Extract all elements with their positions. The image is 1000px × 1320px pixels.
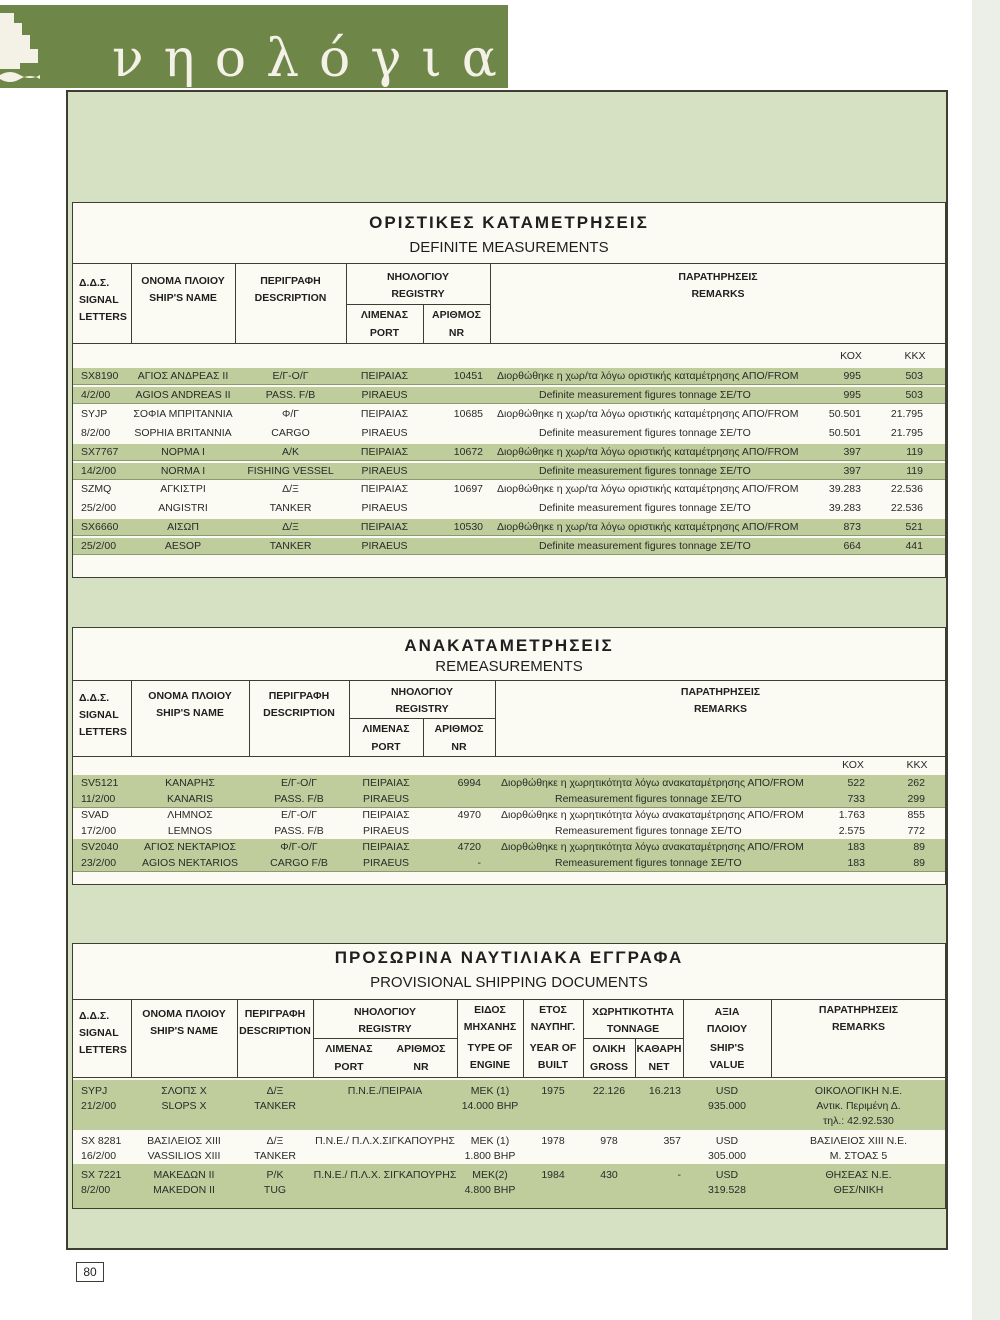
kox-value: 397 [843, 464, 861, 477]
kox-value: 50.501 [828, 407, 861, 420]
ship-description: Φ/Γ-Ο/Γ [280, 841, 318, 853]
header-registry: ΝΗΟΛΟΓΙΟΥ REGISTRY [390, 686, 454, 715]
header-name: ΟΝΟΜΑ ΠΛΟΙΟΥ SHIP'S NAME [148, 690, 232, 719]
ship-description: PASS. F/B [274, 793, 324, 805]
signal-letters: 11/2/00 [81, 793, 116, 805]
ship-description: Δ/Ξ [282, 521, 299, 534]
registry-nr: 10530 [453, 521, 483, 534]
section-title-en: REMEASUREMENTS [435, 658, 583, 675]
header-value: ΑΞΙΑ ΠΛΟΙΟΥ SHIP'S VALUE [706, 1006, 748, 1071]
kox-value: 50.501 [828, 426, 861, 439]
header-kox: ΚΟΧ [840, 350, 862, 362]
registry-port: ΠΕΙΡΑΙΑΣ [360, 483, 409, 496]
ship-description: TUG [263, 1184, 287, 1196]
engine-type: 14.000 BHP [461, 1100, 519, 1112]
remark-text: Διορθώθηκε η χωρητικότητα λόγω ανακαταμέτρησης ΑΠΟ/FROM [501, 809, 804, 821]
ship-description: TANKER [269, 540, 312, 553]
ship-description: Ε/Γ-Ο/Γ [280, 809, 318, 821]
signal-letters: SVAD [81, 809, 109, 821]
registry-port: PIRAEUS [361, 388, 408, 401]
registry-nr: 10697 [453, 483, 483, 496]
remark-text: Remeasurement figures tonnage ΣΕ/TO [555, 825, 742, 837]
kkx-value: 441 [905, 540, 923, 553]
ship-name: ΒΑΣΙΛΕΙΟΣ XIII [147, 1135, 221, 1147]
header-kkx: ΚΚΧ [904, 350, 926, 362]
ship-value: 319.528 [708, 1184, 746, 1196]
registry-nr: 6994 [457, 777, 481, 789]
remark-text: Definite measurement figures tonnage ΣΕ/TO [539, 540, 751, 553]
remark-text: Διορθώθηκε η χωρ/τα λόγω οριστικής καταμέτρησης ΑΠΟ/FROM [497, 445, 799, 458]
kkx-value: 855 [907, 809, 925, 821]
remark-text: Remeasurement figures tonnage ΣΕ/TO [555, 857, 742, 869]
header-remarks: ΠΑΡΑΤΗΡΗΣΕΙΣ REMARKS [680, 686, 761, 715]
signal-letters: SZMQ [81, 483, 112, 496]
signal-letters: SV5121 [81, 777, 119, 789]
ship-description: PASS. F/B [265, 388, 316, 401]
header-description: ΠΕΡΙΓΡΑΦΗ DESCRIPTION [254, 275, 327, 304]
registry-port: ΠΕΙΡΑΙΑΣ [362, 841, 410, 853]
section-title-gr: ΠΡΟΣΩΡΙΝΑ ΝΑΥΤΙΛΙΑΚΑ ΕΓΓΡΑΦΑ [334, 948, 684, 967]
ship-name: ΑΓΚΙΣΤΡΙ [160, 483, 206, 496]
registry-port: Π.Ν.Ε./ Π.Λ.Χ.ΣΙΓΚΑΠΟΥΡΗΣ [315, 1135, 455, 1147]
header-description: ΠΕΡΙΓΡΑΦΗ DESCRIPTION [239, 1008, 311, 1037]
remark-text: Μ. ΣΤΟΑΣ 5 [829, 1150, 888, 1162]
kkx-value: 89 [913, 857, 925, 869]
kkx-value: 503 [905, 388, 923, 401]
remark-text: Διορθώθηκε η χωρητικότητα λόγω ανακαταμέτρησης ΑΠΟ/FROM [501, 777, 804, 789]
kkx-value: 262 [907, 777, 925, 789]
kkx-value: 299 [907, 793, 925, 805]
header-kkx: ΚΚΧ [906, 759, 928, 771]
ship-name: NORMA I [160, 464, 206, 477]
header-port: ΛΙΜΕΝΑΣ PORT [362, 723, 410, 753]
ship-description: TANKER [254, 1100, 296, 1112]
section-title-en: DEFINITE MEASUREMENTS [409, 239, 609, 256]
ship-name: AGIOS NEKTARIOS [141, 857, 239, 869]
header-title: νηολόγια [112, 29, 517, 89]
section-title-gr: ΟΡΙΣΤΙΚΕΣ ΚΑΤΑΜΕΤΡΗΣΕΙΣ [369, 213, 649, 232]
signal-letters: SX 8281 [81, 1135, 122, 1147]
signal-letters: 25/2/00 [81, 502, 117, 515]
registry-port: ΠΕΙΡΑΙΑΣ [360, 407, 409, 420]
ship-name: ΣΛΟΠΣ Χ [161, 1085, 207, 1097]
registry-nr: 4720 [457, 841, 481, 853]
engine-type: ΜΕΚ (1) [470, 1085, 510, 1097]
ship-description: Φ/Γ [281, 407, 300, 420]
gross-tonnage: 430 [600, 1169, 618, 1181]
ship-value: USD [715, 1135, 739, 1147]
ship-name: ΑΓΙΟΣ ΑΝΔΡΕΑΣ ΙΙ [137, 370, 229, 382]
ship-name: VASSILIOS XIII [147, 1150, 221, 1162]
kkx-value: 119 [906, 464, 923, 477]
remark-text: Definite measurement figures tonnage ΣΕ/TO [539, 502, 751, 515]
ship-name: MAKEDON II [153, 1184, 215, 1196]
ship-value: USD [715, 1169, 739, 1181]
header-name: ΟΝΟΜΑ ΠΛΟΙΟΥ SHIP'S NAME [142, 1008, 226, 1037]
registry-nr: 10451 [453, 370, 483, 382]
ship-description: Δ/Ξ [266, 1135, 284, 1147]
ship-name: ΣΟΦΙΑ ΜΠΡΙΤΑΝΝΙΑ [133, 407, 233, 420]
ship-value: USD [715, 1085, 739, 1097]
ship-description: TANKER [269, 502, 312, 515]
ship-description: Ρ/Κ [266, 1169, 284, 1181]
kkx-value: 21.795 [890, 407, 923, 420]
signal-letters: SYPJ [81, 1085, 108, 1097]
section-header-banner [0, 5, 517, 89]
remark-text: Definite measurement figures tonnage ΣΕ/TO [539, 464, 751, 477]
ship-name: ΚΑΝΑΡΗΣ [165, 777, 215, 789]
registry-port: PIRAEUS [361, 426, 408, 439]
registry-port: ΠΕΙΡΑΙΑΣ [360, 521, 409, 534]
registry-port: ΠΕΙΡΑΙΑΣ [360, 445, 409, 458]
header-signal: Δ.Δ.Σ. SIGNAL LETTERS [79, 277, 127, 323]
kox-value: 873 [843, 521, 861, 534]
engine-type: 4.800 BHP [464, 1184, 516, 1196]
kkx-value: 521 [905, 521, 923, 534]
remark-text: Definite measurement figures tonnage ΣΕ/TO [539, 426, 751, 439]
header-signal: Δ.Δ.Σ. SIGNAL LETTERS [79, 1010, 127, 1056]
kox-value: 733 [847, 793, 865, 805]
header-tonnage: ΧΩΡΗΤΙΚΟΤΗΤΑ TONNAGE [592, 1006, 674, 1035]
signal-letters: SX8190 [81, 370, 119, 382]
net-tonnage: - [677, 1169, 681, 1181]
kkx-value: 119 [906, 445, 923, 458]
remark-text: Διορθώθηκε η χωρητικότητα λόγω ανακαταμέτρησης ΑΠΟ/FROM [501, 841, 804, 853]
registry-nr: 4970 [457, 809, 481, 821]
ship-name: AESOP [164, 540, 202, 553]
definite-measurements-section [72, 202, 946, 578]
ship-description: CARGO [271, 426, 310, 439]
signal-letters: 8/2/00 [81, 1184, 111, 1196]
kox-value: 2.575 [838, 825, 865, 837]
ship-name: ΑΙΣΩΠ [167, 521, 199, 534]
remark-text: ΘΕΣ/ΝΙΚΗ [833, 1184, 884, 1196]
ship-name: SLOPS X [161, 1100, 207, 1112]
signal-letters: 23/2/00 [81, 857, 117, 869]
remark-text: Διορθώθηκε η χωρ/τα λόγω οριστικής καταμέτρησης ΑΠΟ/FROM [497, 521, 799, 534]
signal-letters: 25/2/00 [81, 540, 117, 553]
header-port: ΛΙΜΕΝΑΣ PORT [325, 1043, 373, 1073]
ship-logo-icon [0, 5, 86, 88]
header-net: ΚΑΘΑΡΗ NET [636, 1043, 682, 1073]
signal-letters: SYJP [81, 407, 108, 420]
remark-text: Αντικ. Περιμένη Δ. [816, 1100, 901, 1112]
registry-port: ΠΕΙΡΑΙΑΣ [360, 370, 409, 382]
signal-letters: 16/2/00 [81, 1150, 117, 1162]
ship-description: Δ/Ξ [282, 483, 299, 496]
registry-port: PIRAEUS [361, 502, 408, 515]
section-title-gr: ΑΝΑΚΑΤΑΜΕΤΡΗΣΕΙΣ [404, 636, 614, 655]
header-name: ΟΝΟΜΑ ΠΛΟΙΟΥ SHIP'S NAME [141, 275, 225, 304]
ship-description: Ε/Γ-Ο/Γ [272, 370, 309, 382]
remark-text: τηλ.: 42.92.530 [823, 1115, 894, 1127]
ship-description: TANKER [254, 1150, 296, 1162]
remark-text: Διορθώθηκε η χωρ/τα λόγω οριστικής καταμέτρησης ΑΠΟ/FROM [497, 407, 799, 420]
registry-port: PIRAEUS [361, 464, 408, 477]
signal-letters: 21/2/00 [81, 1100, 117, 1112]
signal-letters: SV2040 [81, 841, 119, 853]
remeasurements-section [72, 627, 946, 885]
registry-port: Π.Ν.Ε./ΠΕΙΡΑΙΑ [347, 1085, 423, 1097]
signal-letters: 17/2/00 [81, 825, 117, 837]
ship-name: SOPHIA BRITANNIA [134, 426, 232, 439]
gross-tonnage: 22.126 [592, 1085, 626, 1097]
ship-value: 305.000 [708, 1150, 746, 1162]
ship-name: ΝΟΡΜΑ Ι [161, 445, 205, 458]
kkx-value: 21.795 [890, 426, 923, 439]
header-remarks: ΠΑΡΑΤΗΡΗΣΕΙΣ REMARKS [818, 1004, 899, 1033]
kkx-value: 89 [913, 841, 925, 853]
registry-port: PIRAEUS [362, 793, 410, 805]
year-built: 1978 [541, 1135, 565, 1147]
engine-type: ΜΕΚ(2) [472, 1169, 508, 1181]
header-remarks: ΠΑΡΑΤΗΡΗΣΕΙΣ REMARKS [678, 271, 758, 300]
header-registry: ΝΗΟΛΟΓΙΟΥ REGISTRY [353, 1006, 417, 1035]
ship-name: ΛΗΜΝΟΣ [167, 809, 213, 821]
header-registry: ΝΗΟΛΟΓΙΟΥ REGISTRY [386, 271, 450, 300]
ship-name: ANGISTRI [158, 502, 208, 515]
remark-text: ΘΗΣΕΑΣ Ν.Ε. [825, 1169, 892, 1181]
header-nr: ΑΡΙΘΜΟΣ NR [432, 309, 481, 339]
year-built: 1984 [541, 1169, 565, 1181]
ship-name: AGIOS ANDREAS II [135, 388, 231, 401]
header-port: ΛΙΜΕΝΑΣ PORT [360, 309, 409, 339]
registry-nr: - [477, 857, 481, 869]
kox-value: 664 [843, 540, 861, 553]
kox-value: 522 [847, 777, 865, 789]
header-gross: ΟΛΙΚΗ GROSS [590, 1043, 628, 1073]
kox-value: 183 [847, 841, 865, 853]
year-built: 1975 [541, 1085, 565, 1097]
signal-letters: 14/2/00 [81, 464, 117, 477]
remark-text: ΒΑΣΙΛΕΙΟΣ XIII Ν.Ε. [809, 1135, 908, 1147]
registry-port: PIRAEUS [362, 825, 410, 837]
kox-value: 995 [843, 388, 861, 401]
ship-description: CARGO F/B [270, 857, 328, 869]
ship-name: ΜΑΚΕΔΩΝ ΙΙ [153, 1169, 215, 1181]
kkx-value: 22.536 [890, 483, 923, 496]
ship-description: Δ/Ξ [266, 1085, 284, 1097]
signal-letters: SX 7221 [81, 1169, 122, 1181]
kkx-value: 22.536 [890, 502, 923, 515]
net-tonnage: 357 [663, 1135, 681, 1147]
signal-letters: SX6660 [81, 521, 119, 534]
registry-port: ΠΕΙΡΑΙΑΣ [362, 777, 410, 789]
remark-text: ΟΙΚΟΛΟΓΙΚΗ Ν.Ε. [814, 1085, 903, 1097]
engine-type: ΜΕΚ (1) [470, 1135, 510, 1147]
signal-letters: SX7767 [81, 445, 119, 458]
net-tonnage: 16.213 [648, 1085, 681, 1097]
kkx-value: 772 [907, 825, 925, 837]
gross-tonnage: 978 [600, 1135, 618, 1147]
ship-name: KANARIS [166, 793, 214, 805]
kox-value: 1.763 [838, 809, 865, 821]
ship-name: LEMNOS [167, 825, 213, 837]
remark-text: Definite measurement figures tonnage ΣΕ/TO [539, 388, 751, 401]
signal-letters: 4/2/00 [81, 388, 111, 401]
kox-value: 397 [843, 445, 861, 458]
section-title-en: PROVISIONAL SHIPPING DOCUMENTS [370, 974, 648, 991]
engine-type: 1.800 BHP [464, 1150, 516, 1162]
header-description: ΠΕΡΙΓΡΑΦΗ DESCRIPTION [263, 690, 335, 719]
registry-port: ΠΕΙΡΑΙΑΣ [362, 809, 410, 821]
ship-name: ΑΓΙΟΣ ΝΕΚΤΑΡΙΟΣ [143, 841, 237, 853]
header-nr: ΑΡΙΘΜΟΣ NR [396, 1043, 446, 1073]
registry-nr: 10672 [453, 445, 483, 458]
ship-description: FISHING VESSEL [247, 464, 334, 477]
page-number: 80 [76, 1262, 104, 1282]
ship-value: 935.000 [708, 1100, 746, 1112]
remark-text: Remeasurement figures tonnage ΣΕ/TO [555, 793, 742, 805]
remark-text: Διορθώθηκε η χωρ/τα λόγω οριστικής καταμέτρησης ΑΠΟ/FROM [497, 483, 799, 496]
registry-port: PIRAEUS [362, 857, 410, 869]
registry-port: Π.Ν.Ε./ Π.Λ.Χ. ΣΙΓΚΑΠΟΥΡΗΣ [313, 1169, 457, 1181]
ship-description: Ε/Γ-Ο/Γ [280, 777, 318, 789]
kkx-value: 503 [905, 370, 923, 382]
kox-value: 39.283 [828, 502, 861, 515]
remark-text: Διορθώθηκε η χωρ/τα λόγω οριστικής καταμέτρησης ΑΠΟ/FROM [497, 370, 799, 382]
page-edge [972, 0, 1000, 1320]
registry-nr: 10685 [453, 407, 483, 420]
signal-letters: 8/2/00 [81, 426, 111, 439]
header-kox: ΚΟΧ [842, 759, 864, 771]
header-signal: Δ.Δ.Σ. SIGNAL LETTERS [79, 692, 127, 738]
header-year: ΕΤΟΣ ΝΑΥΠΗΓ. YEAR OF BUILT [529, 1004, 577, 1071]
header-nr: ΑΡΙΘΜΟΣ NR [434, 723, 484, 753]
registry-port: PIRAEUS [361, 540, 408, 553]
kox-value: 183 [847, 857, 865, 869]
ship-description: Α/Κ [282, 445, 299, 458]
provisional-documents-section [72, 943, 946, 1209]
kox-value: 995 [843, 370, 861, 382]
ship-description: PASS. F/B [274, 825, 324, 837]
kox-value: 39.283 [828, 483, 861, 496]
header-engine: ΕΙΔΟΣ ΜΗΧΑΝΗΣ TYPE OF ENGINE [463, 1004, 517, 1071]
